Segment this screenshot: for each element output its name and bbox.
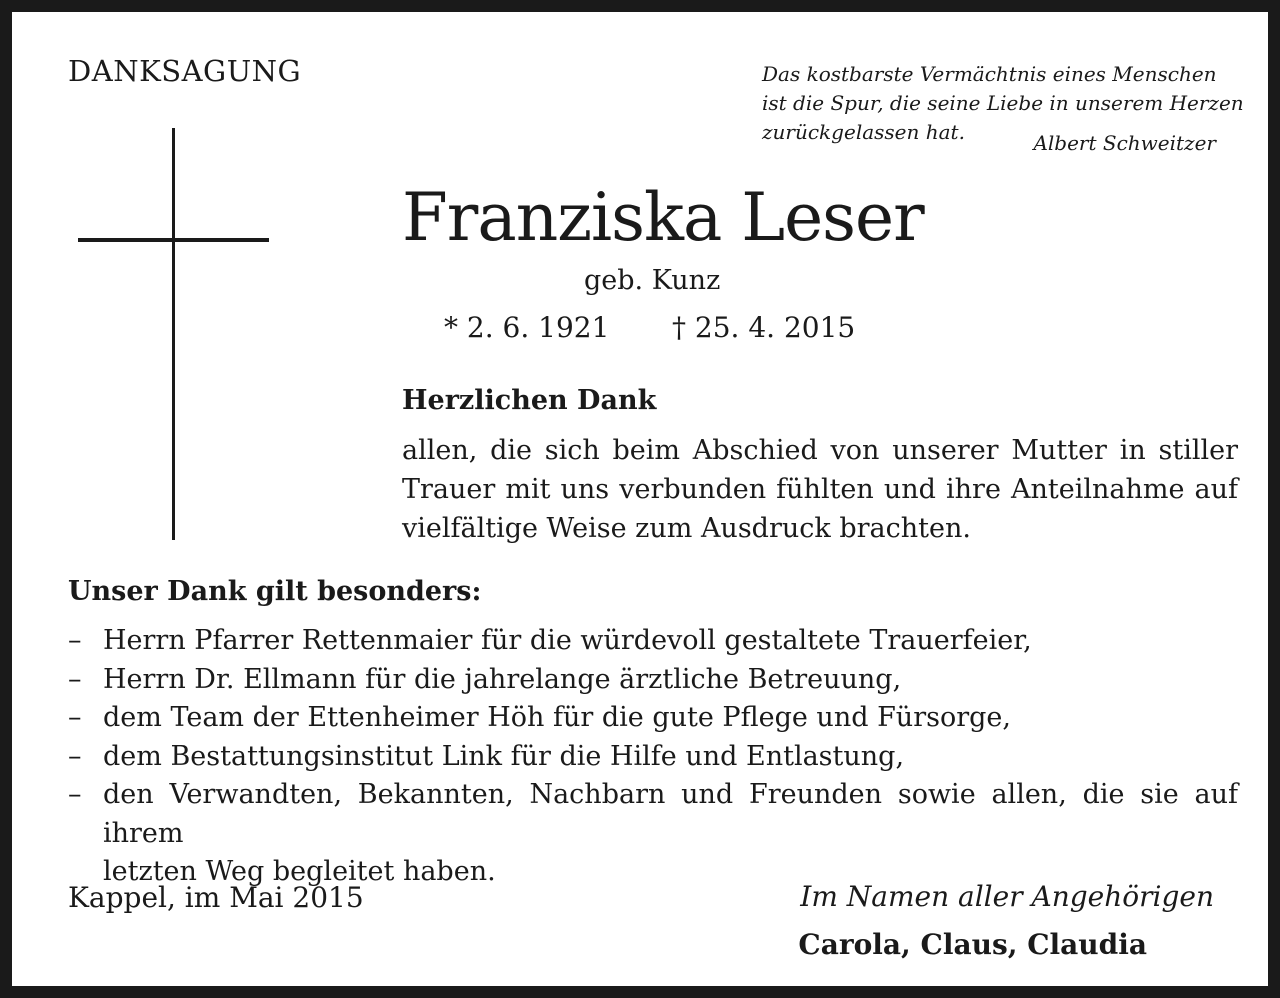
thanks-line: allen, die sich beim Abschied von unserer Mutter in stiller	[402, 435, 1238, 466]
special-thanks-list	[68, 622, 1238, 892]
list-item-text: Herrn Pfarrer Rettenmaier für die würdevoll gestaltete Trauerfeier,	[103, 625, 1032, 656]
special-thanks-heading: Unser Dank gilt besonders:	[68, 576, 482, 607]
list-item-text: den Verwandten, Bekannten, Nachbarn und Freunden sowie allen, die sie auf ihrem	[103, 779, 1238, 849]
list-item	[68, 738, 1238, 777]
quote-line: Das kostbarste Vermächtnis eines Menschen	[762, 62, 1217, 86]
list-item-text: letzten Weg begleitet haben.	[103, 856, 496, 887]
deceased-name: Franziska Leser	[402, 179, 924, 256]
on-behalf-line: Im Namen aller Angehörigen	[800, 880, 1214, 913]
dash-bullet: –	[68, 702, 82, 733]
quote-line: zurückgelassen hat.	[762, 120, 965, 144]
dash-bullet: –	[68, 779, 82, 810]
maiden-name: geb. Kunz	[584, 265, 721, 296]
death-date: † 25. 4. 2015	[672, 311, 856, 344]
birth-date: * 2. 6. 1921	[444, 311, 610, 344]
cross-icon-bar	[78, 238, 269, 242]
cross-icon	[172, 128, 175, 540]
dash-bullet: –	[68, 663, 82, 695]
signers: Carola, Claus, Claudia	[798, 928, 1147, 961]
list-item	[68, 661, 1238, 700]
list-item	[68, 699, 1238, 738]
quote-line: ist die Spur, die seine Liebe in unserem Herzen	[762, 91, 1244, 115]
thanks-heading: Herzlichen Dank	[402, 385, 657, 416]
notice-heading: DANKSAGUNG	[68, 54, 302, 88]
dash-bullet: –	[68, 740, 82, 772]
list-item	[68, 776, 1238, 892]
place-date: Kappel, im Mai 2015	[68, 881, 364, 914]
list-item-text: Herrn Dr. Ellmann für die jahrelange ärztliche Betreuung,	[103, 663, 902, 695]
thanks-line: vielfältige Weise zum Ausdruck brachten.	[402, 513, 971, 544]
thanks-line: Trauer mit uns verbunden fühlten und ihre Anteilnahme auf	[402, 474, 1238, 505]
list-item	[68, 622, 1238, 661]
list-item-text: dem Bestattungsinstitut Link für die Hilfe und Entlastung,	[103, 740, 905, 772]
list-item-text: dem Team der Ettenheimer Höh für die gute Pflege und Fürsorge,	[103, 702, 1011, 733]
thanks-paragraph	[402, 431, 1238, 548]
dash-bullet: –	[68, 625, 82, 656]
quote-author: Albert Schweitzer	[1033, 131, 1216, 155]
